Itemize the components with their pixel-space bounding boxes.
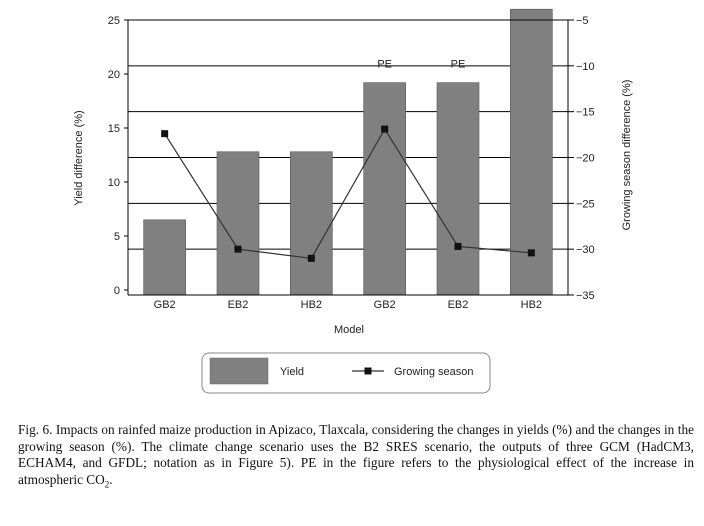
caption-end: . — [109, 471, 113, 487]
caption-subscript: 2 — [104, 479, 110, 490]
gridlines — [128, 20, 568, 249]
y-left-tick-label: 25 — [107, 15, 120, 27]
figure-caption — [18, 422, 694, 493]
bar-yield — [217, 152, 259, 295]
bar-yield — [437, 83, 479, 295]
y-left-tick-label: 15 — [107, 123, 120, 135]
legend — [202, 353, 490, 393]
x-tick-label: GB2 — [153, 299, 176, 311]
legend-growing-season-marker — [365, 368, 372, 375]
x-tick-label: EB2 — [227, 299, 249, 311]
marker-growing-season — [235, 246, 242, 253]
bar-yield — [144, 220, 186, 295]
marker-growing-season — [381, 126, 388, 133]
legend-growing-season-label: Growing season — [394, 366, 474, 378]
legend-yield-swatch — [210, 358, 268, 384]
y-left-tick-label: 10 — [107, 177, 120, 189]
y-right-tick-label: −5 — [576, 15, 589, 27]
y-left-tick-label: 20 — [107, 69, 120, 81]
y-right-tick-label: −25 — [576, 198, 595, 211]
annotation-pe: PE — [377, 58, 393, 71]
marker-growing-season — [455, 243, 462, 250]
marker-growing-season — [308, 255, 315, 262]
y-right-tick-label: −35 — [576, 290, 595, 302]
marker-growing-season — [161, 130, 168, 137]
bar-yield — [290, 152, 332, 295]
caption-text: Fig. 6. Impacts on rainfed maize production in Apizaco, Tlaxcala, considering the changes in yields (%) and the changes in the growing season (%). The climate change scenario uses the B2 SRES scenario, the outputs of three GCM (HadCM3, ECHAM4, and GFDL; notation as in Figure 5). PE in the figure refers to the physiological effect of the increase in atmospheric CO — [18, 422, 694, 487]
y-right-tick-label: −15 — [576, 106, 595, 119]
y-axis-left-label: Yield difference (%) — [73, 110, 85, 206]
y-right-tick-label: −30 — [576, 244, 595, 257]
bars — [144, 9, 553, 295]
annotation-pe: PE — [450, 58, 466, 71]
y-right-tick-label: −20 — [576, 152, 595, 165]
bar-yield — [364, 83, 406, 295]
y-right-tick-label: −10 — [576, 60, 595, 73]
x-tick-label: GB2 — [373, 299, 396, 311]
x-tick-label: HB2 — [520, 299, 543, 311]
legend-yield-label: Yield — [280, 366, 305, 378]
x-axis-label: Model — [334, 324, 364, 336]
y-left-tick-label: 0 — [113, 285, 120, 297]
y-axis-right-label: Growing season difference (%) — [621, 79, 633, 231]
marker-growing-season — [528, 249, 535, 256]
y-left-tick-label: 5 — [113, 231, 120, 243]
x-tick-label: EB2 — [447, 299, 469, 311]
x-tick-label: HB2 — [300, 299, 323, 311]
